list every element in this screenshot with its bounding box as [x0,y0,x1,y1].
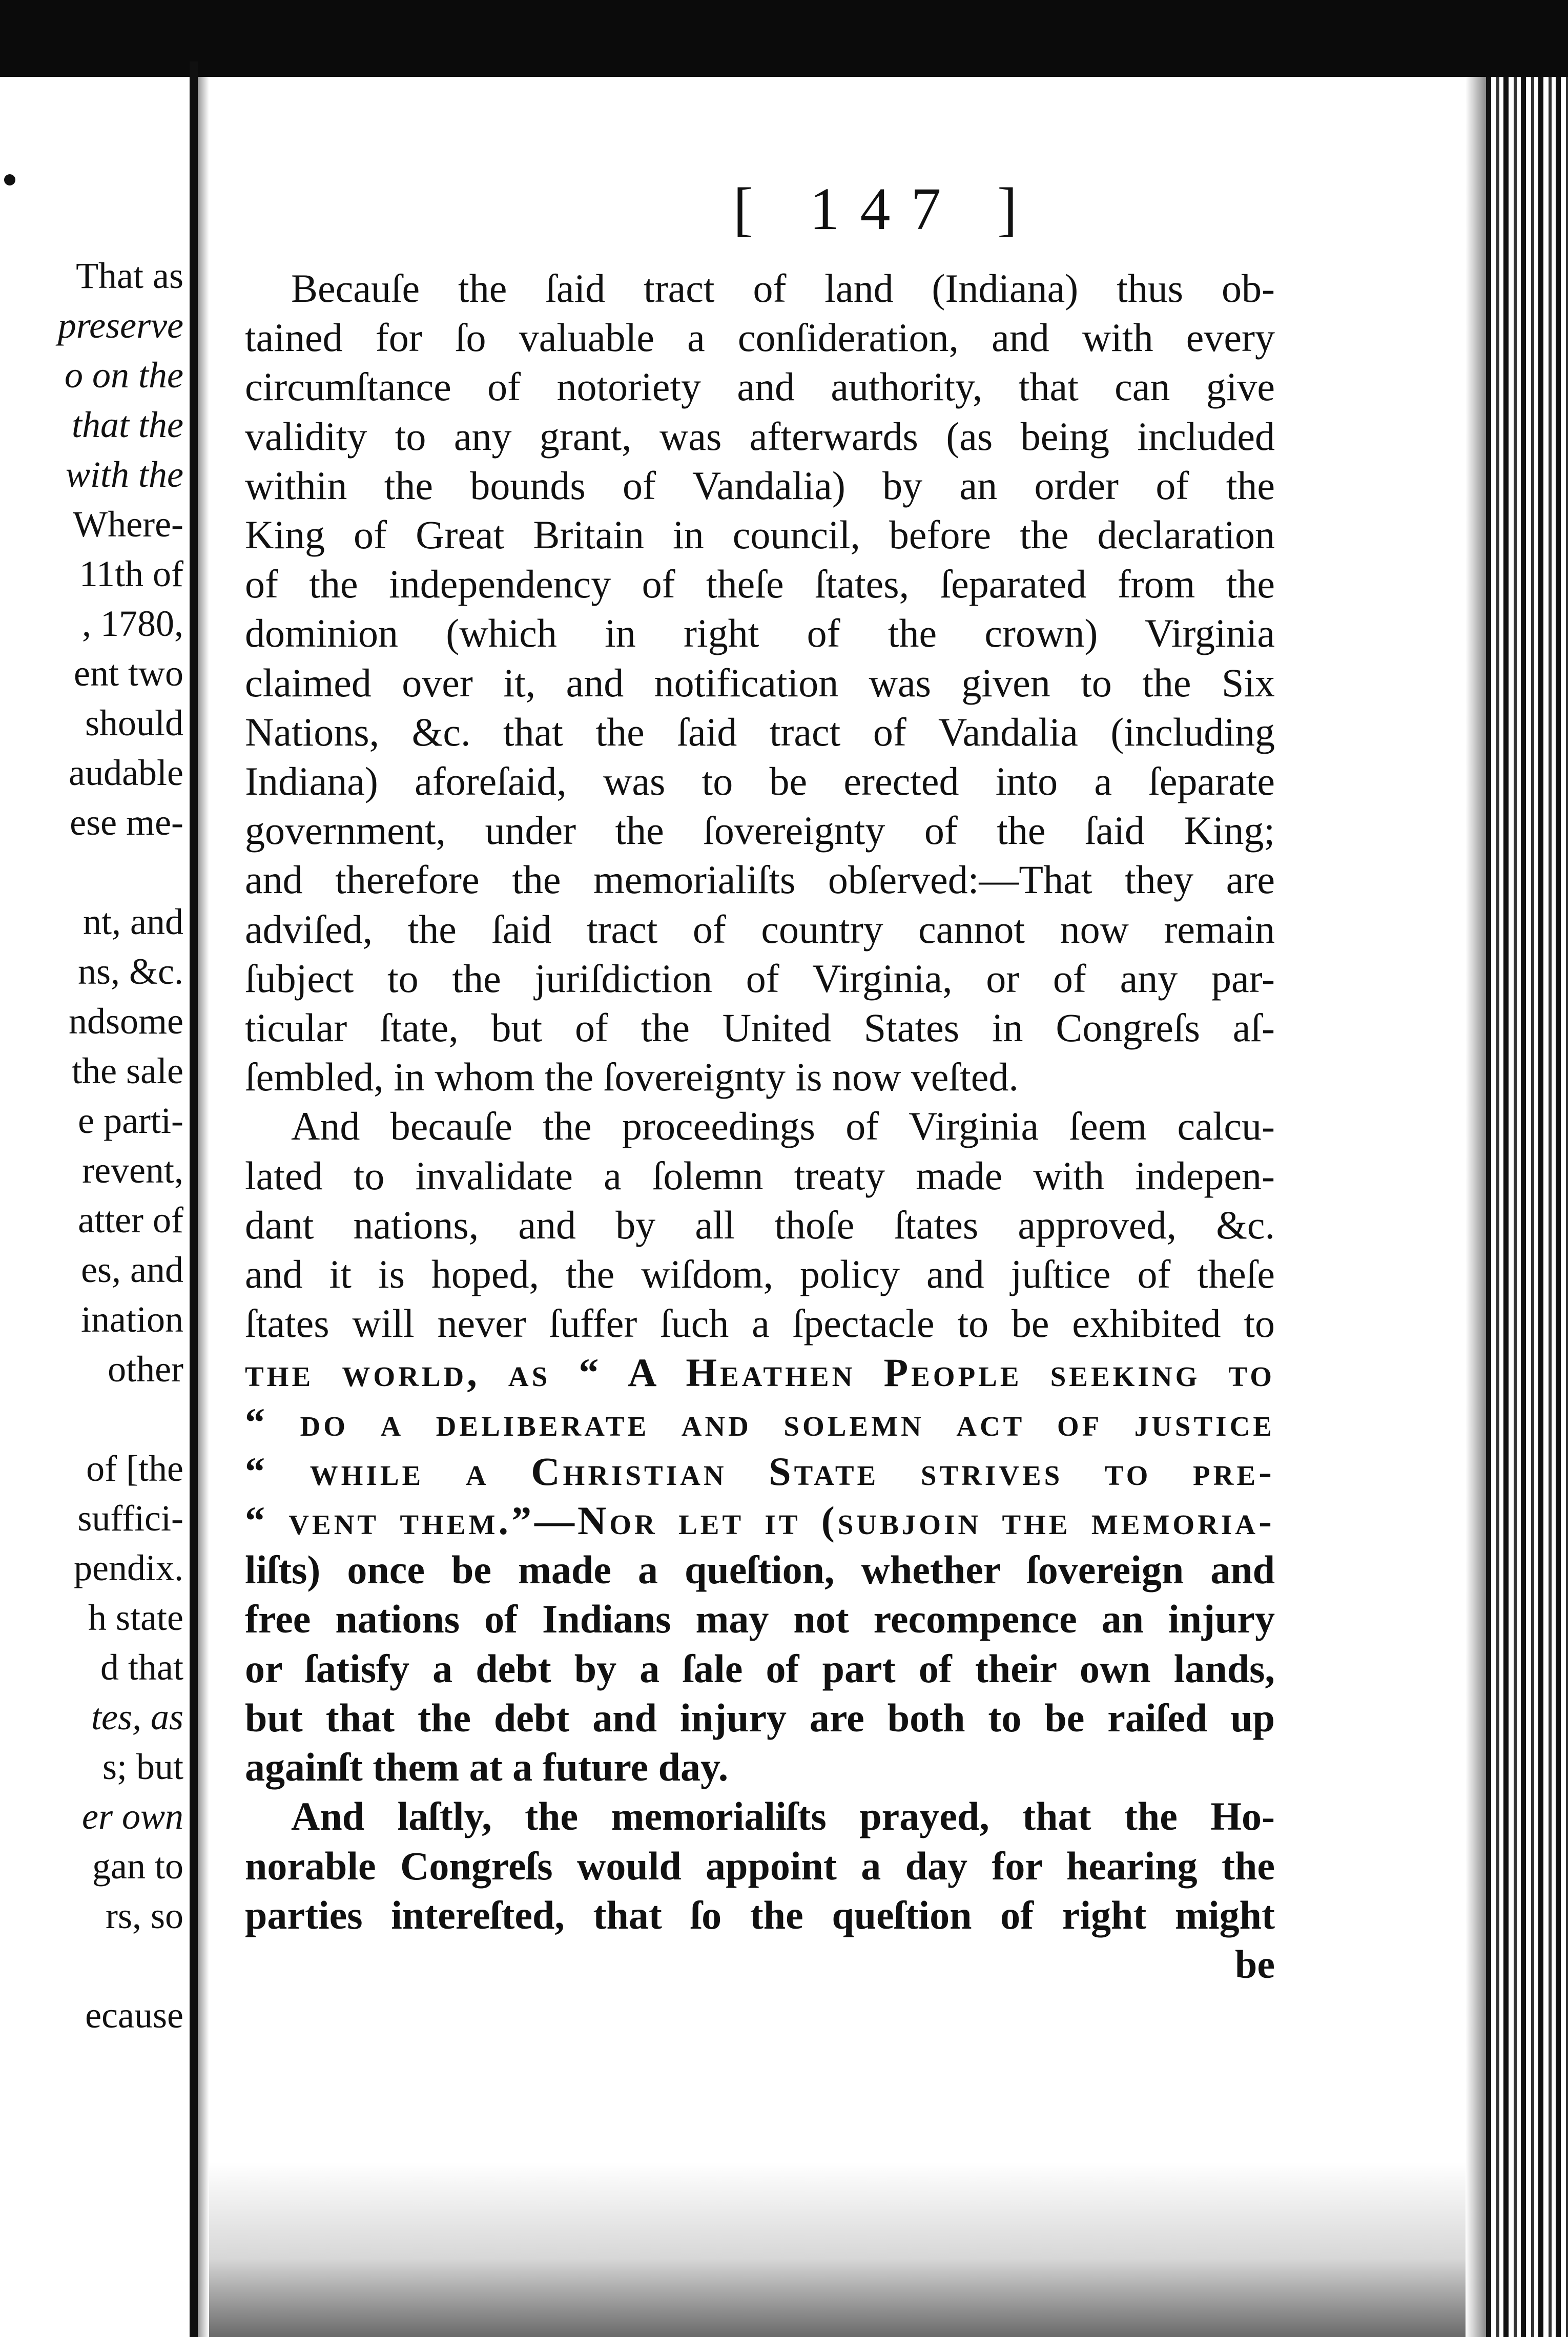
facing-page-line: nt, and [83,901,183,942]
text-line: or ſatisfy a debt by a ſale of part of their own lands, [245,1646,1275,1691]
facing-page-line: with the [66,454,183,495]
facing-page-line: audable [69,752,183,793]
text-line: “ vent them.”—Nor let it (ſubjoin the memoria- [245,1498,1275,1543]
text-line: Indiana) aforeſaid, was to be erected into a ſeparate [245,759,1275,804]
page-body [245,264,1275,1989]
text-line: circumſtance of notoriety and authority, that can give [245,364,1275,409]
facing-page-line: ese me- [70,802,183,843]
text-line: dant nations, and by all thoſe ſtates approved, &c. [245,1202,1275,1247]
facing-page-line: ent two [74,653,183,694]
facing-page-line: rs, so [105,1895,183,1936]
text-line: ſtates will never ſuffer ſuch a ſpectacle to be exhibited to [245,1301,1275,1346]
facing-page-gap [0,847,183,897]
text-line: of the independency of theſe ſtates, ſeparated from the [245,562,1275,607]
text-line: be [1235,1941,1275,1987]
text-line: and therefore the memorialiſts obſerved:—That they are [245,857,1275,902]
ink-mark [4,174,15,185]
facing-page-line: should [85,702,183,743]
text-line: validity to any grant, was afterwards (as being included [245,413,1275,459]
text-line: norable Congreſs would appoint a day for hearing the [245,1843,1275,1888]
scan-top-edge [0,0,1568,77]
text-line: tained for ſo valuable a conſideration, and with every [245,315,1275,360]
text-line: liſts) once be made a queſtion, whether ſovereign and [245,1547,1275,1593]
facing-page-line: That as [76,255,183,296]
facing-page-line: o on the [65,355,183,396]
text-line: And becauſe the proceedings of Virginia ſeem calcu- [291,1104,1275,1149]
facing-page-line: s; but [102,1746,183,1787]
facing-page-lines [0,251,183,2040]
facing-page-line: pendix. [74,1547,183,1588]
text-line: within the bounds of Vandalia) by an order of the [245,463,1275,508]
facing-page-line: ns, &c. [78,951,183,992]
facing-page-line: ecause [85,1995,183,2036]
facing-page-line: gan to [92,1846,183,1887]
facing-page-line: d that [100,1647,183,1688]
facing-page-line: of [the [86,1448,183,1489]
facing-page-line: preserve [57,305,183,346]
facing-page-line: Where- [73,504,183,545]
text-line: King of Great Britain in council, before the declaration [245,512,1275,557]
text-line: lated to invalidate a ſolemn treaty made with indepen- [245,1153,1275,1198]
facing-page-line: atter of [78,1199,183,1240]
text-line: dominion (which in right of the crown) Virginia [245,611,1275,656]
text-line: “ while a Christian State strives to pre- [245,1449,1275,1494]
text-line: but that the debt and injury are both to be raiſed up [245,1695,1275,1740]
text-line: “ do a deliberate and solemn act of justice [245,1399,1275,1444]
facing-page-fragment [0,77,190,2337]
text-line: Nations, &c. that the ſaid tract of Vandalia (including [245,709,1275,754]
text-line: ſubject to the juriſdiction of Virginia, or of any par- [245,956,1275,1001]
facing-page-line: that the [72,404,183,445]
facing-page-line: suffici- [77,1498,183,1539]
facing-page-gap [0,1394,183,1444]
text-line: parties intereſted, that ſo the queſtion of right might [245,1892,1275,1937]
text-line: And laſtly, the memorialiſts prayed, that the Ho- [291,1794,1275,1839]
facing-page-line: the sale [72,1050,183,1091]
page-number: [ 147 ] [733,175,1038,242]
text-line: Becauſe the ſaid tract of land (Indiana) thus ob- [291,266,1275,311]
text-line: claimed over it, and notification was given to the Six [245,660,1275,705]
book-gutter [190,61,198,2337]
facing-page-line: tes, as [91,1697,183,1738]
facing-page-line: e parti- [78,1100,183,1141]
text-line: the world, as “ A Heathen People seeking to [245,1350,1275,1395]
main-page [209,77,1466,2162]
facing-page-line: ndsome [69,1001,183,1042]
gutter-shadow [198,77,209,2337]
text-line: free nations of Indians may not recompence an injury [245,1597,1275,1642]
text-line: againſt them at a future day. [245,1745,729,1790]
facing-page-line: other [108,1349,183,1390]
facing-page-line: , 1780, [82,603,183,644]
facing-page-gap [0,1941,183,1991]
facing-page-line: revent, [82,1150,183,1191]
text-line: ticular ſtate, but of the United States in Congreſs aſ- [245,1005,1275,1050]
page-bottom-edge [209,2162,1466,2337]
page-stack-edge [1486,77,1568,2337]
facing-page-line: ination [81,1299,183,1340]
facing-page-line: es, and [81,1249,183,1290]
text-line: and it is hoped, the wiſdom, policy and juſtice of theſe [245,1252,1275,1297]
page-edge-shadow [1466,77,1486,2337]
facing-page-line: 11th of [79,553,183,594]
text-line: adviſed, the ſaid tract of country cannot now remain [245,906,1275,952]
text-line: government, under the ſovereignty of the ſaid King; [245,808,1275,853]
text-line: ſembled, in whom the ſovereignty is now veſted. [245,1054,1019,1100]
facing-page-line: h state [88,1597,183,1638]
facing-page-line: er own [82,1796,183,1837]
